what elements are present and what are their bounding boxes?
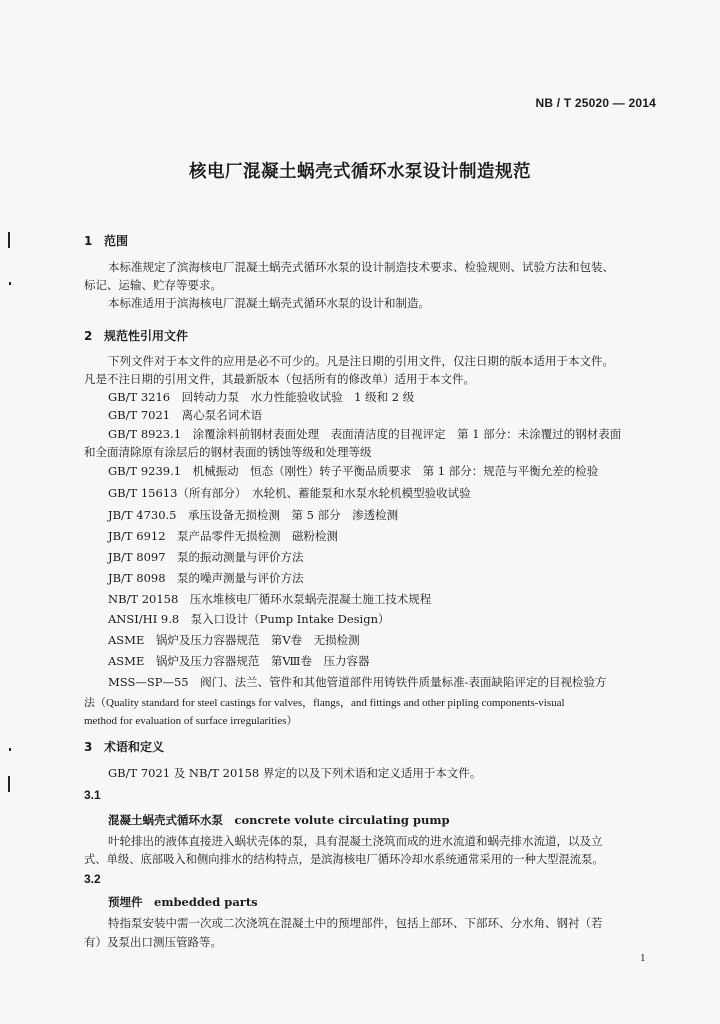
reference-item: ASME 锅炉及压力容器规范 第Ⅴ卷 无损检测 [108,633,360,647]
scan-mark [9,282,11,285]
reference-item: GB/T 3216 回转动力泵 水力性能验收试验 1 级和 2 级 [108,390,415,404]
term-number: 3.2 [84,872,101,886]
scan-mark [9,748,11,751]
reference-item: GB/T 8923.1 涂覆涂料前钢材表面处理 表面清洁度的目视评定 第 1 部分：未涂覆过的钢材表面 [108,427,622,441]
section-heading-terms [84,738,164,755]
section-heading-normative [84,327,188,344]
reference-item: GB/T 7021 离心泵名词术语 [108,408,263,422]
reference-item-continued: 和全面清除原有涂层后的钢材表面的锈蚀等级和处理等级 [84,445,372,459]
paragraph-line: 下列文件对于本文件的应用是必不可少的。凡是注日期的引用文件，仅注日期的版本适用于本文件。 [108,354,614,368]
reference-item: GB/T 15613（所有部分） 水轮机、蓄能泵和水泵水轮机模型验收试验 [108,486,471,500]
reference-item: JB/T 6912 泵产品零件无损检测 磁粉检测 [108,529,339,543]
reference-item: MSS—SP—55 阀门、法兰、管件和其他管道部件用铸铁件质量标准-表面缺陷评定的目视检验方 [108,675,607,689]
reference-item: NB/T 20158 压水堆核电厂循环水泵蜗壳混凝土施工技术规程 [108,592,432,606]
section-number: 2 [84,329,93,343]
reference-item: ASME 锅炉及压力容器规范 第Ⅷ卷 压力容器 [108,654,370,668]
section-number: 3 [84,740,93,754]
paragraph-line: GB/T 7021 及 NB/T 20158 界定的以及下列术语和定义适用于本文件。 [108,766,482,780]
section-title: 术语和定义 [104,740,165,754]
reference-item: ANSI/HI 9.8 泵入口设计（Pump Intake Design） [108,612,390,626]
page-number: 1 [640,952,646,964]
term-title: 预埋件 embedded parts [108,895,258,909]
reference-item: GB/T 9239.1 机械振动 恒态（刚性）转子平衡品质要求 第 1 部分：规范与平衡允差的检验 [108,464,599,478]
paragraph-line: 凡是不注日期的引用文件，其最新版本（包括所有的修改单）适用于本文件。 [84,372,475,386]
term-title: 混凝土蜗壳式循环水泵 concrete volute circulating pump [108,813,450,827]
definition-line: 特指泵安装中需一次或二次浇筑在混凝土中的预埋部件，包括上部环、下部环、分水角、钢衬（若 [108,916,603,930]
reference-item-continued: 法（Quality standard for steel castings for valves，flangs，and fittings and other pipling components-visual [84,697,565,709]
section-heading-scope [84,232,128,249]
paragraph-line: 本标准适用于滨海核电厂混凝土蜗壳式循环水泵的设计和制造。 [108,296,430,310]
scan-mark [8,232,10,248]
section-number: 1 [84,234,93,248]
definition-line: 叶轮排出的液体直接进入蜗状壳体的泵，具有混凝土浇筑而成的进水流道和蜗壳排水流道，以及立 [108,834,603,848]
section-title: 规范性引用文件 [104,329,189,343]
definition-line: 式、单级、底部吸入和侧向排水的结构特点，是滨海核电厂循环冷却水系统通常采用的一种大型混流泵。 [84,853,604,866]
paragraph-line: 标记、运输、贮存等要求。 [84,278,222,292]
paragraph-line: 本标准规定了滨海核电厂混凝土蜗壳式循环水泵的设计制造技术要求、检验规则、试验方法和包装、 [108,260,614,274]
scan-mark [8,776,10,792]
reference-item: JB/T 4730.5 承压设备无损检测 第 5 部分 渗透检测 [108,508,399,522]
reference-item: JB/T 8098 泵的噪声测量与评价方法 [108,571,304,585]
standard-code: NB / T 25020 — 2014 [535,96,656,110]
definition-line: 有）及泵出口测压管路等。 [84,935,222,949]
term-number: 3.1 [84,788,101,802]
document-title: 核电厂混凝土蜗壳式循环水泵设计制造规范 [189,162,531,182]
section-title: 范围 [104,234,129,248]
reference-item-continued: method for evaluation of surface irregularities） [84,715,298,727]
reference-item: JB/T 8097 泵的振动测量与评价方法 [108,550,304,564]
